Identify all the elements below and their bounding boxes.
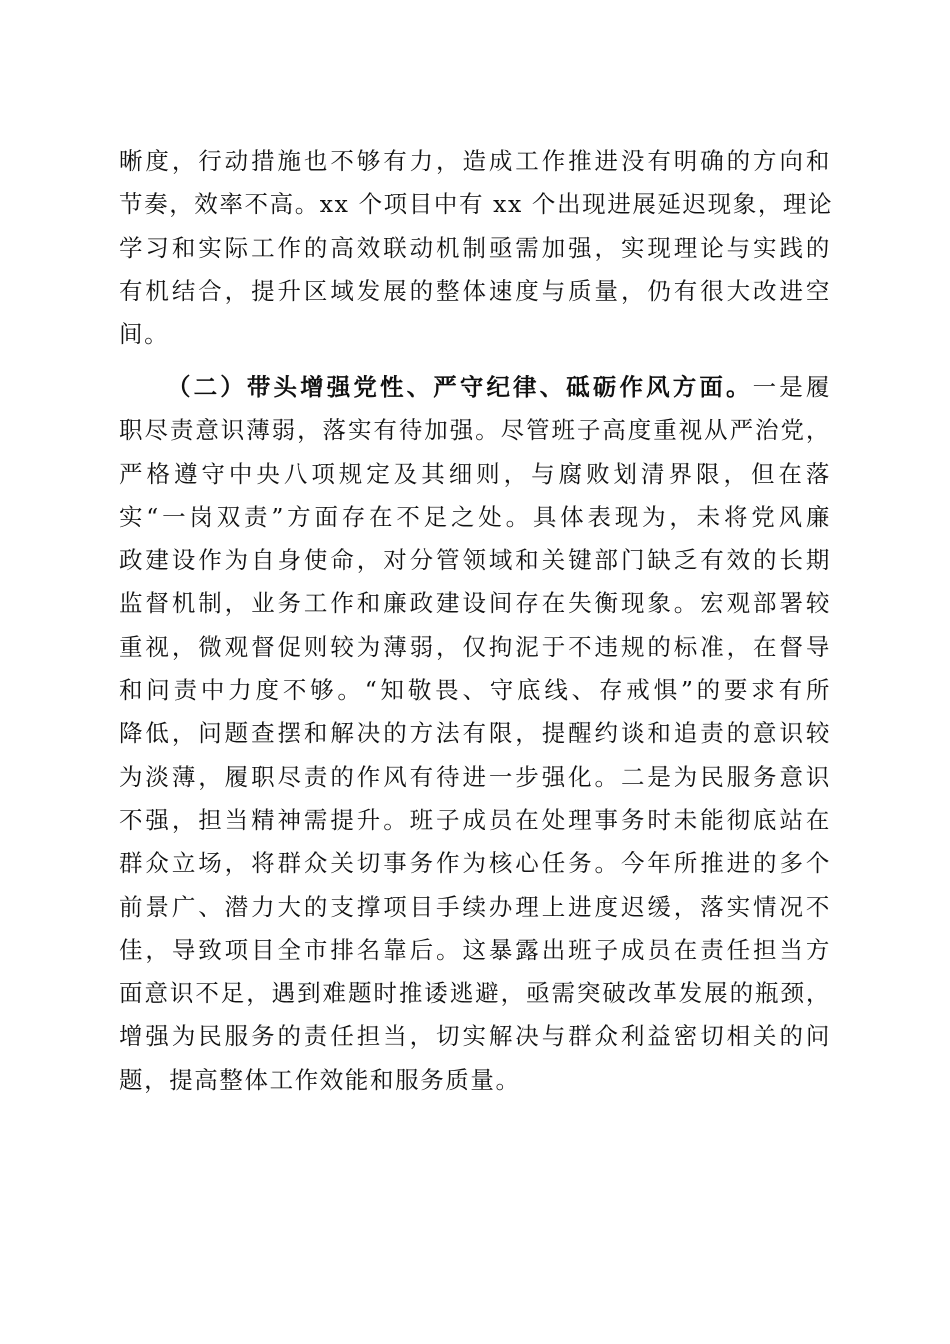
text-line: 佳，导致项目全市排名靠后。这暴露出班子成员在责任担当方 bbox=[119, 935, 831, 964]
text-line: 重视，微观督促则较为薄弱，仅拘泥于不违规的标准，在督导 bbox=[119, 632, 831, 661]
text-line: 和问责中力度不够。“知敬畏、守底线、存戒惧”的要求有所 bbox=[119, 676, 831, 705]
text-line: 学习和实际工作的高效联动机制亟需加强，实现理论与实践的 bbox=[119, 233, 831, 262]
text-line: 题，提高整体工作效能和服务质量。 bbox=[119, 1065, 521, 1094]
text-line: 群众立场，将群众关切事务作为核心任务。今年所推进的多个 bbox=[119, 849, 831, 878]
text-line: 监督机制，业务工作和廉政建设间存在失衡现象。宏观部署较 bbox=[119, 589, 831, 618]
section-heading-line bbox=[119, 366, 831, 409]
text-line: 为淡薄，履职尽责的作风有待进一步强化。二是为民服务意识 bbox=[119, 762, 831, 791]
text-line: 节奏，效率不高。xx 个项目中有 xx 个出现进展延迟现象，理论 bbox=[119, 190, 834, 219]
text-line: 实“一岗双责”方面存在不足之处。具体表现为，未将党风廉 bbox=[119, 502, 831, 531]
section-heading: （二）带头增强党性、严守纪律、砥砺作风方面。 bbox=[167, 373, 753, 401]
paragraph-section-two bbox=[119, 366, 831, 1102]
text-fragment: 一是履 bbox=[752, 373, 831, 401]
text-line: 前景广、潜力大的支撑项目手续办理上进度迟缓，落实情况不 bbox=[119, 892, 831, 921]
paragraph-continuation bbox=[119, 140, 834, 356]
text-line: 面意识不足，遇到难题时推诿逃避，亟需突破改革发展的瓶颈， bbox=[119, 979, 831, 1008]
text-line: 有机结合，提升区域发展的整体速度与质量，仍有很大改进空 bbox=[119, 276, 831, 305]
text-line: 增强为民服务的责任担当，切实解决与群众利益密切相关的问 bbox=[119, 1022, 831, 1051]
text-line: 降低，问题查摆和解决的方法有限，提醒约谈和追责的意识较 bbox=[119, 719, 831, 748]
text-line: 严格遵守中央八项规定及其细则，与腐败划清界限，但在落 bbox=[119, 459, 831, 488]
text-line: 晰度，行动措施也不够有力，造成工作推进没有明确的方向和 bbox=[119, 147, 831, 175]
text-line: 间。 bbox=[119, 320, 170, 349]
text-line: 政建设作为自身使命，对分管领域和关键部门缺乏有效的长期 bbox=[119, 546, 831, 575]
text-line: 职尽责意识薄弱，落实有待加强。尽管班子高度重视从严治党， bbox=[119, 416, 831, 445]
text-line: 不强，担当精神需提升。班子成员在处理事务时未能彻底站在 bbox=[119, 805, 831, 834]
